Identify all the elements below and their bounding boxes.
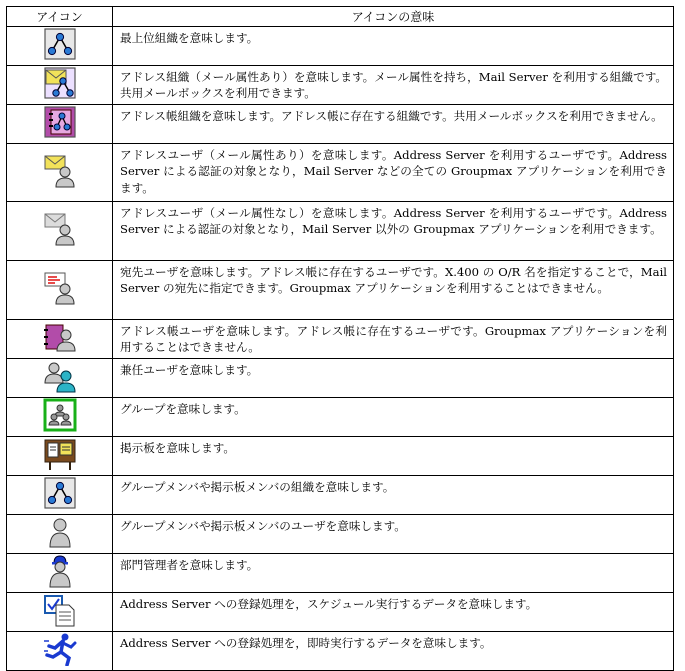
- table-row: [7, 632, 674, 671]
- header-meaning: アイコンの意味: [113, 7, 674, 27]
- row-description: Address Server への登録処理を，スケジュール実行するデータを意味します。: [120, 597, 538, 611]
- header-icon: アイコン: [7, 7, 113, 27]
- table-row: [7, 476, 674, 515]
- row-description: アドレス帳組織を意味します。アドレス帳に存在する組織です。共用メールボックスを利用できません。: [120, 109, 663, 123]
- row-description: グループメンバや掲示板メンバの組織を意味します。: [120, 480, 395, 494]
- row-description: アドレス組織（メール属性あり）を意味します。メール属性を持ち，Mail Server を利用する組織です。共用メールボックスを利用できます。: [120, 70, 667, 101]
- member-organization-icon: [43, 476, 77, 510]
- table-row: [7, 261, 674, 320]
- row-description: 最上位組織を意味します。: [120, 31, 259, 45]
- table-row: [7, 144, 674, 202]
- scheduled-data-icon: [43, 593, 77, 627]
- top-organization-icon: [43, 27, 77, 61]
- row-description: 宛先ユーザを意味します。アドレス帳に存在するユーザです。X.400 の O/R 名を指定することで，Mail Server の宛先に指定できます。Groupmax アプリケーションを利用することはできません。: [120, 265, 667, 296]
- row-description: 掲示板を意味します。: [120, 441, 236, 455]
- concurrent-user-icon: [43, 359, 77, 393]
- address-book-organization-icon: [43, 105, 77, 139]
- row-description: Address Server への登録処理を，即時実行するデータを意味します。: [120, 636, 492, 650]
- department-manager-icon: [43, 554, 77, 588]
- table-row: [7, 66, 674, 105]
- address-organization-mail-icon: [43, 66, 77, 100]
- row-description: アドレスユーザ（メール属性あり）を意味します。Address Server を利用するユーザです。Address Server による認証の対象となり，Mail Server などの全ての Groupmax アプリケーションを利用できます。: [120, 148, 667, 195]
- table-row: [7, 27, 674, 66]
- icon-meaning-table: [6, 6, 674, 671]
- table-row: [7, 554, 674, 593]
- address-book-user-icon: [43, 320, 77, 354]
- bulletin-board-icon: [43, 437, 77, 471]
- row-description: 兼任ユーザを意味します。: [120, 363, 259, 377]
- row-description: 部門管理者を意味します。: [120, 558, 259, 572]
- table-header-row: [7, 7, 674, 27]
- group-icon: [43, 398, 77, 432]
- immediate-data-icon: [43, 632, 77, 666]
- table-row: [7, 359, 674, 398]
- row-description: アドレスユーザ（メール属性なし）を意味します。Address Server を利用するユーザです。Address Server による認証の対象となり，Mail Server 以外の Groupmax アプリケーションを利用できます。: [120, 206, 667, 237]
- row-description: グループメンバや掲示板メンバのユーザを意味します。: [120, 519, 406, 533]
- member-user-icon: [43, 515, 77, 549]
- address-user-no-mail-icon: [43, 212, 77, 246]
- address-user-mail-icon: [43, 154, 77, 188]
- row-description: グループを意味します。: [120, 402, 246, 416]
- table-row: [7, 202, 674, 261]
- table-row: [7, 515, 674, 554]
- row-description: アドレス帳ユーザを意味します。アドレス帳に存在するユーザです。Groupmax アプリケーションを利用することはできません。: [120, 324, 667, 355]
- table-row: [7, 593, 674, 632]
- table-row: [7, 398, 674, 437]
- table-row: [7, 437, 674, 476]
- table-row: [7, 320, 674, 359]
- table-row: [7, 105, 674, 144]
- recipient-user-icon: [43, 271, 77, 305]
